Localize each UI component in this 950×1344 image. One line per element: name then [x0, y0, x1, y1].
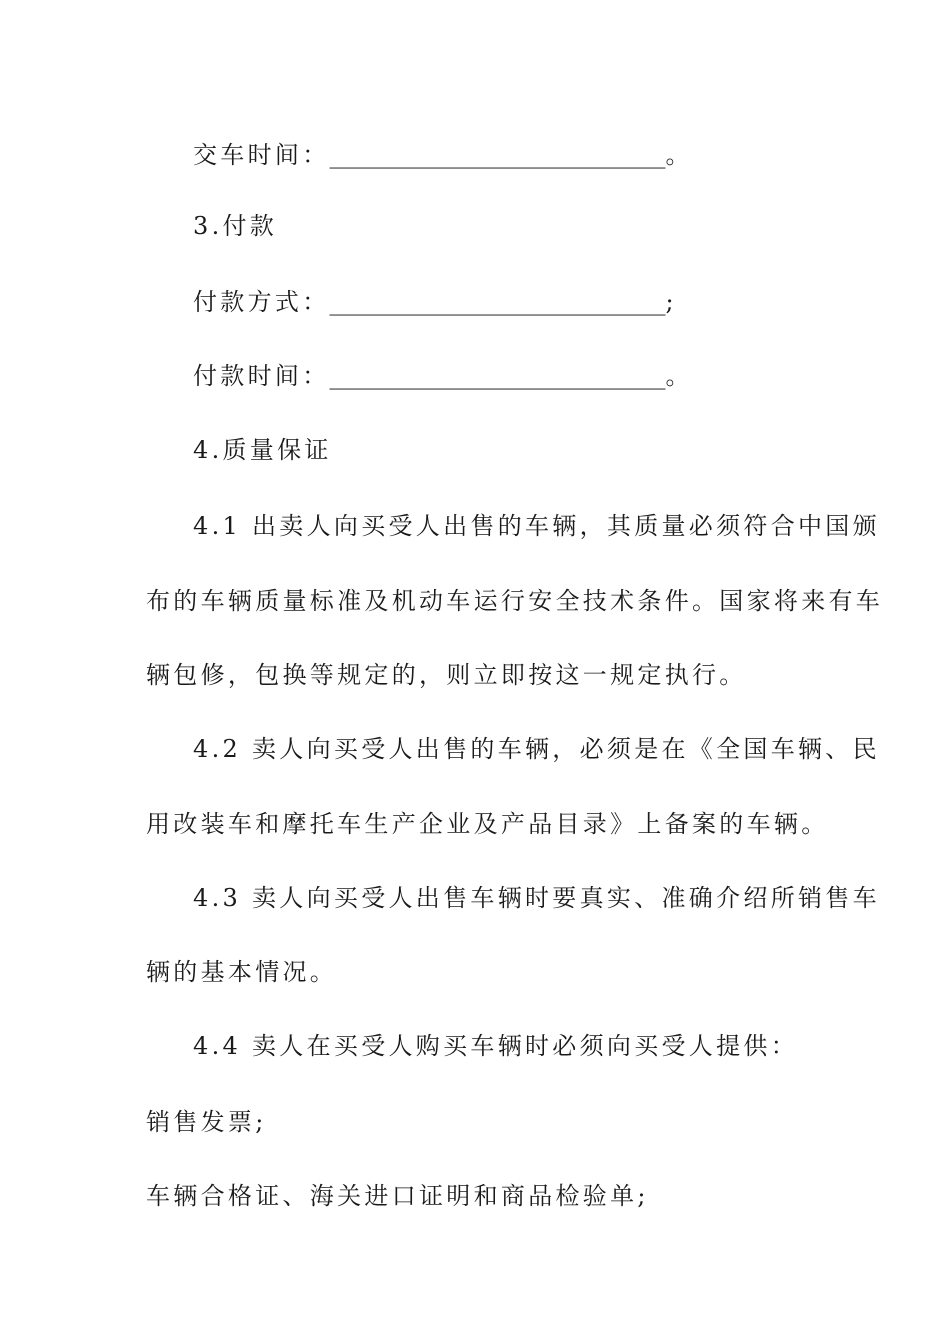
delivery-time-line [193, 139, 853, 171]
payment-method-line [193, 286, 853, 318]
payment-time-label: 付款时间： [193, 362, 330, 390]
delivery-time-blank: ____________________________ [329, 141, 666, 169]
paragraph-4-1-line-2: 布的车辆质量标准及机动车运行安全技术条件。国家将来有车 [146, 587, 884, 615]
paragraph-4-3-line-1: 4.3 卖人向买受人出售车辆时要真实、准确介绍所销售车 [193, 884, 880, 912]
payment-time-end: 。 [665, 362, 693, 390]
list-item-sales-invoice: 销售发票; [146, 1108, 267, 1136]
paragraph-4-4-line-1: 4.4 卖人在买受人购买车辆时必须向买受人提供： [193, 1032, 798, 1060]
delivery-time-label: 交车时间： [193, 141, 330, 169]
list-item-certificates: 车辆合格证、海关进口证明和商品检验单; [146, 1182, 649, 1210]
payment-method-label: 付款方式： [193, 288, 330, 316]
delivery-time-end: 。 [665, 141, 693, 169]
paragraph-4-3-line-2: 辆的基本情况。 [146, 958, 338, 986]
payment-time-line [193, 360, 853, 392]
paragraph-4-2-line-2: 用改装车和摩托车生产企业及产品目录》上备案的车辆。 [146, 810, 829, 838]
payment-time-blank: ____________________________ [329, 362, 666, 390]
payment-method-end: ; [665, 288, 677, 316]
paragraph-4-1-line-1: 4.1 出卖人向买受人出售的车辆，其质量必须符合中国颁 [193, 512, 880, 540]
paragraph-4-2-line-1: 4.2 卖人向买受人出售的车辆，必须是在《全国车辆、民 [193, 735, 880, 763]
payment-method-blank: ____________________________ [329, 288, 666, 316]
section-heading-payment: 3.付款 [193, 212, 278, 240]
section-heading-quality: 4.质量保证 [193, 436, 332, 464]
paragraph-4-1-line-3: 辆包修，包换等规定的，则立即按这一规定执行。 [146, 661, 747, 689]
